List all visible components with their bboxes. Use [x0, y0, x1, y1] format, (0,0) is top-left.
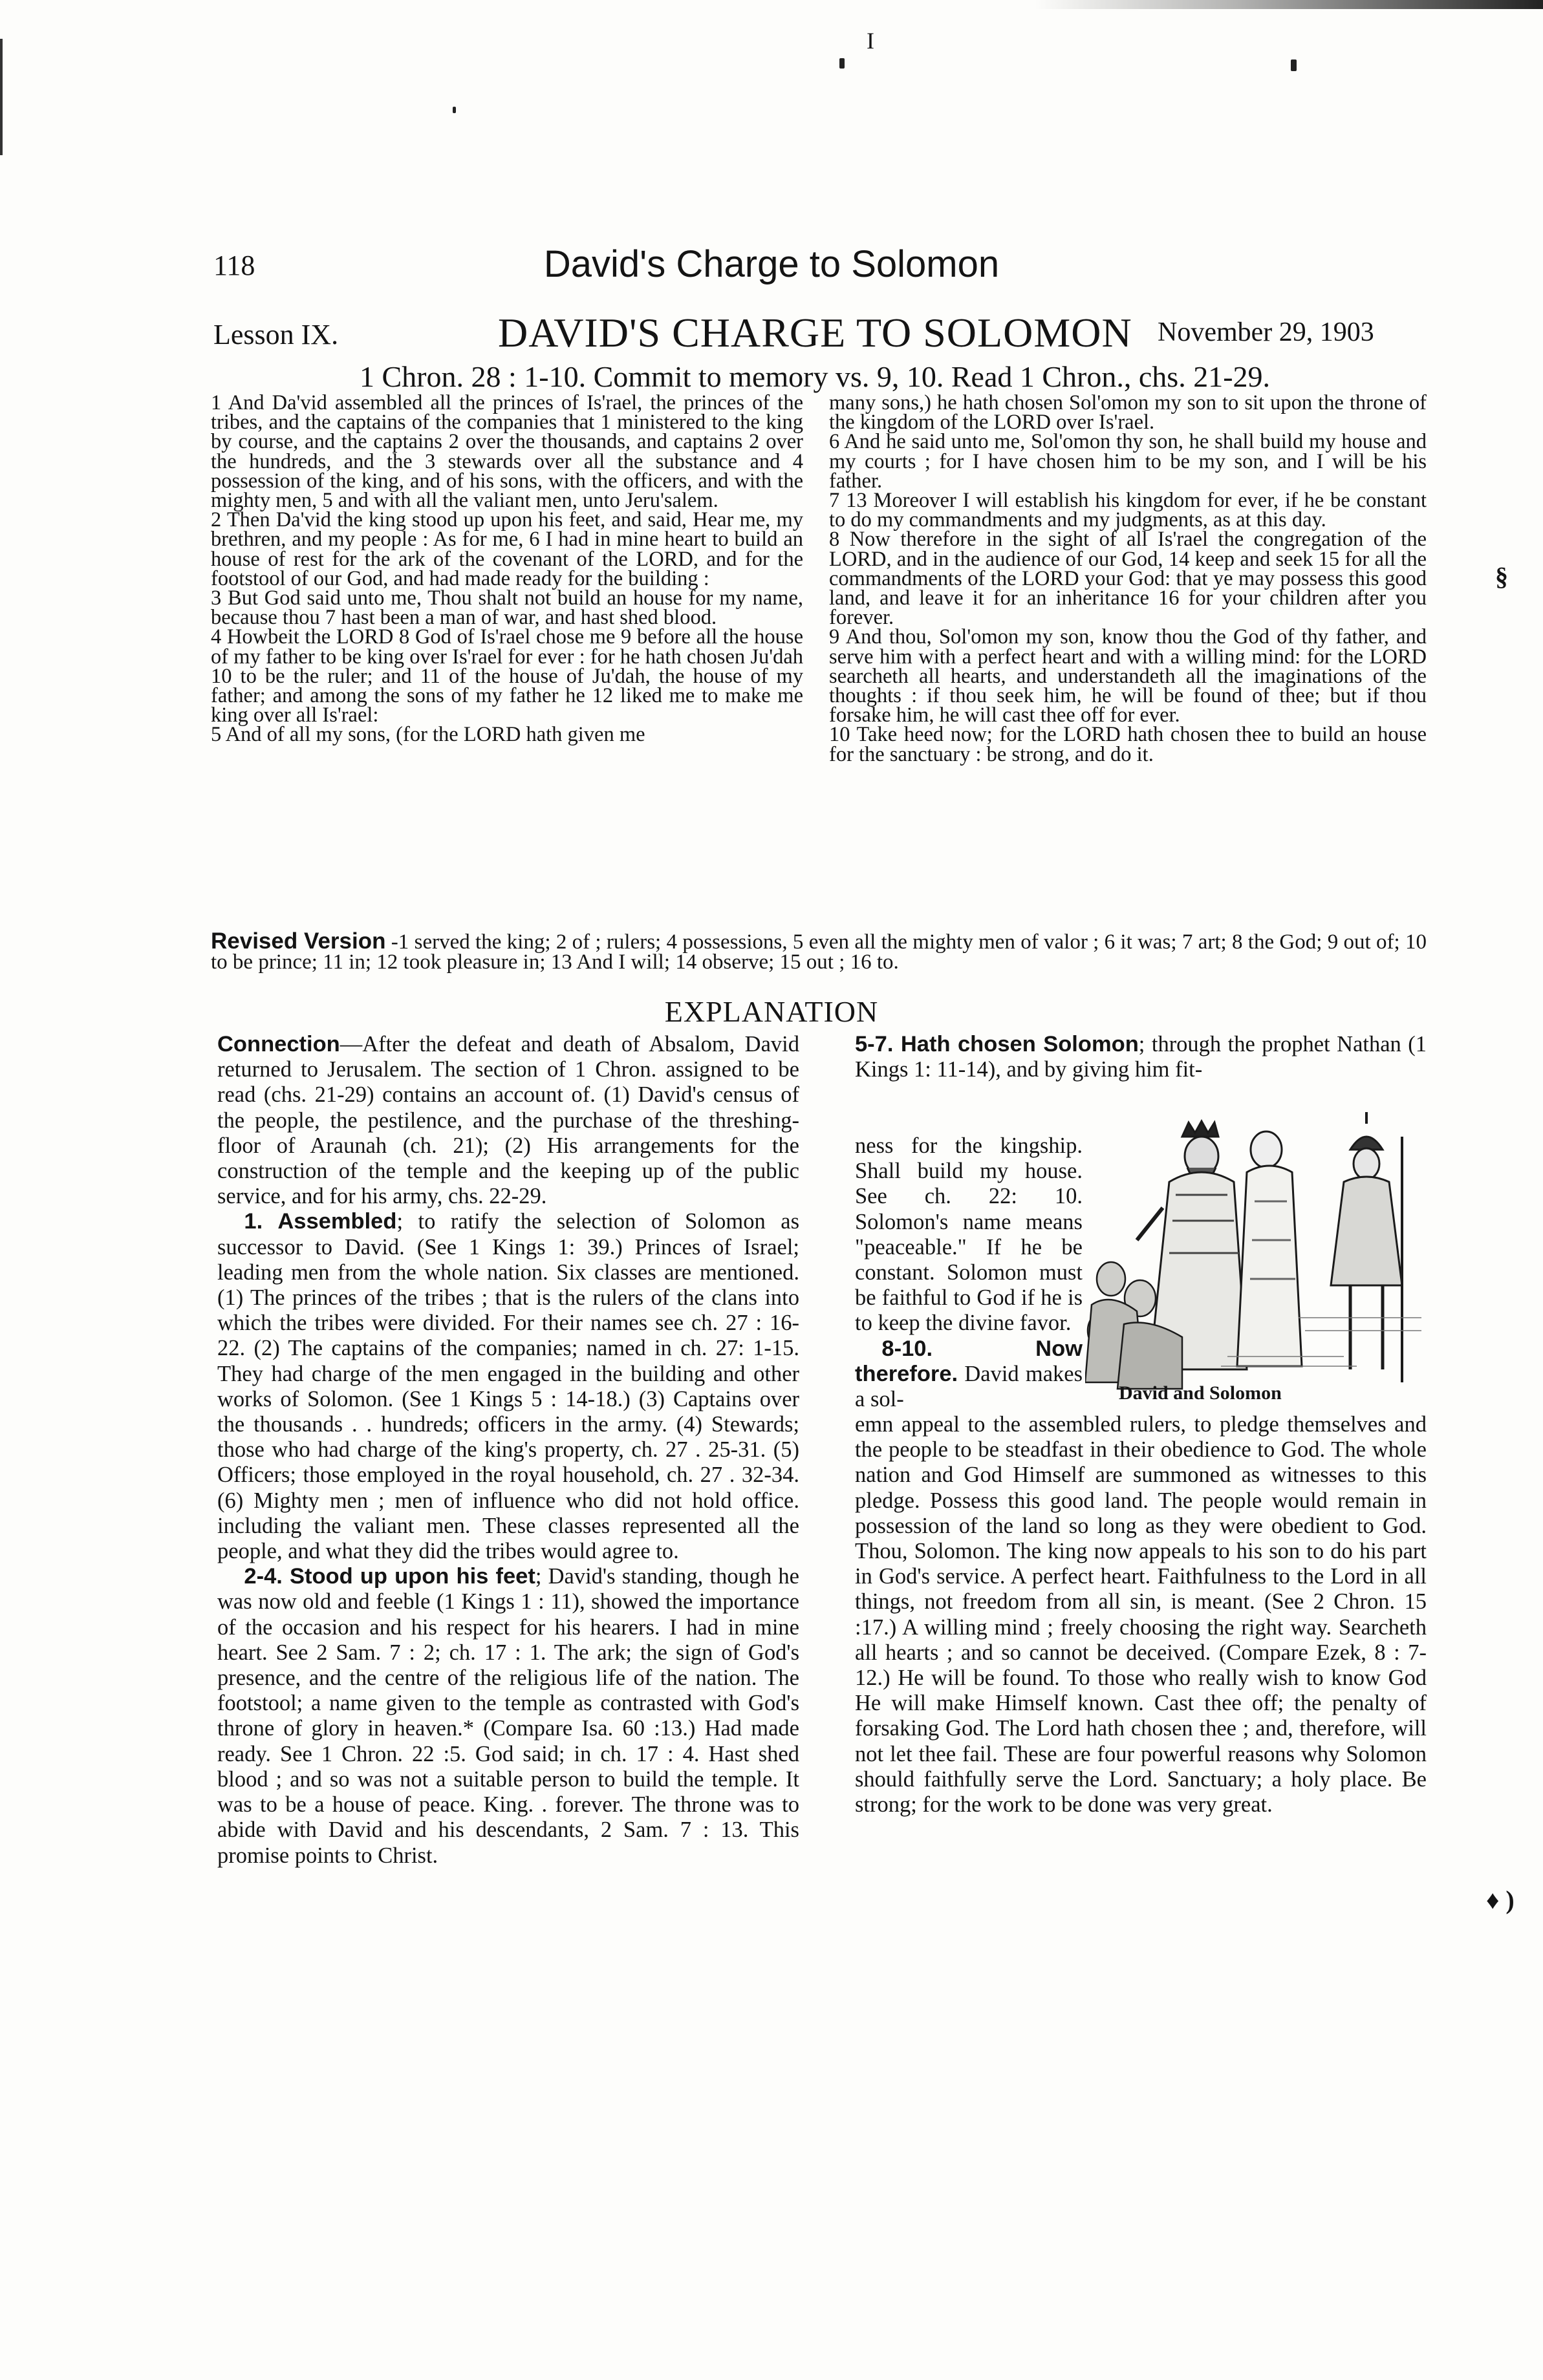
scan-top-border	[1035, 0, 1543, 9]
running-head: David's Charge to Solomon	[543, 243, 1000, 285]
scripture-verse: 6 And he said unto me, Sol'omon thy son, he shall build my house and my courts ; for I have chosen him to be my son, and I will be his father.	[829, 430, 1427, 493]
explanation-paragraph	[217, 1032, 799, 1209]
explanation-column-left	[217, 1032, 799, 1869]
explanation-keyword: 5-7. Hath chosen Solomon	[855, 1032, 1139, 1056]
explanation-keyword: 1. Assembled	[244, 1209, 397, 1234]
scripture-verse: many sons,) he hath chosen Sol'omon my son to sit upon the throne of the kingdom of the LORD over Is'rael.	[829, 391, 1427, 434]
scripture-verse: 10 Take heed now; for the LORD hath chosen thee to build an house for the sanctuary : be strong, and do it.	[829, 723, 1427, 766]
revised-version-label: Revised Version	[211, 928, 386, 954]
scripture-verse: 5 And of all my sons, (for the LORD hath given me	[211, 723, 645, 747]
scripture-verse: 3 But God said unto me, Thou shalt not build an house for my name, because thou 7 hast been a man of war, and hast shed blood.	[211, 586, 803, 630]
explanation-text: David makes a sol-	[855, 1361, 1083, 1412]
lesson-title: DAVID'S CHARGE TO SOLOMON	[498, 310, 1132, 356]
explanation-text: ; to ratify the selection of Solomon as successor to David. (See 1 Kings 1: 39.) Princes of Israel; leading men from the whole nation. Six classes are mentioned. (1) The princes of the tribes ; that is the rulers of the clans into which the tribes were divided. For their names see ch. 27 : 16-22. (2) The captains of the companies; named in ch. 27: 1-15. They had charge of the men engaged in the building and other works of Solomon. (See 1 Kings 5 : 14-18.) (3) Captains over the thousands . . hundreds; officers in the army. (4) Stewards; those who had charge of the king's property, ch. 27 . 25-31. (5) Officers; those employed in the royal household, ch. 27 . 32-34. (6) Mighty men ; men of influence who did not hold office. including the valiant men. These classes represented all the people, and what they did the tribes would agree to.	[217, 1209, 800, 1564]
margin-mark: ♦ )	[1486, 1885, 1515, 1914]
scripture-verse: 7 13 Moreover I will establish his kingdom for ever, if he be constant to do my commandments and my judgments, as at this day.	[829, 489, 1427, 532]
illustration-caption: David and Solomon	[1119, 1382, 1282, 1404]
scripture-column-right	[829, 393, 1427, 764]
explanation-right-narrow	[855, 1133, 1083, 1412]
explanation-paragraph	[217, 1564, 799, 1868]
explanation-text: ; David's standing, though he was now old and feeble (1 Kings 1 : 11), showed the importance of the occasion and his respect for his hearers. I had in mine heart. See 2 Sam. 7 : 2; ch. 17 : 1. The ark; the sign of God's presence, and the centre of the religious life of the nation. The footstool; a name given to the temple as contrasted with God's throne of glory in heaven.* (Compare Isa. 60 :13.) Had made ready. See 1 Chron. 22 :5. God said; in ch. 17 : 4. Hast shed blood ; and so was not a suitable person to build the temple. It was to be a house of peace. King. . forever. The throne was to abide with David and his descendants, 2 Sam. 7 : 13. This promise points to Christ.	[217, 1564, 799, 1868]
explanation-text: ness for the kingship. Shall build my house. See ch. 22: 10. Solomon's name means "peaceable." If he be constant. Solomon must be faithful to God if he is to keep the divine favor.	[855, 1133, 1083, 1336]
explanation-paragraph	[855, 1032, 1427, 1082]
revised-version	[211, 928, 1427, 974]
explanation-keyword: 2-4. Stood up upon his feet	[244, 1564, 535, 1589]
top-mark: I	[867, 28, 874, 54]
scripture-verse: 9 And thou, Sol'omon my son, know thou the God of thy father, and serve him with a perfect heart and with a willing mind: for the LORD searcheth all hearts, and understandeth all the imaginations of the thoughts : if thou seek him, he will be found of thee; but if thou forsake him, he will cast thee off for ever.	[829, 625, 1427, 727]
explanation-right-top	[855, 1032, 1427, 1082]
scan-speck	[453, 107, 456, 113]
lesson-date: November 29, 1903	[1158, 317, 1374, 347]
explanation-text: ; through the prophet Nathan (1 Kings 1: 11-14), and by giving him fit-	[855, 1032, 1427, 1082]
scripture-column-left	[211, 393, 803, 745]
page-number: 118	[213, 250, 255, 281]
explanation-keyword: 8-10. Now therefore.	[855, 1336, 1083, 1386]
explanation-keyword: Connection	[217, 1032, 340, 1056]
explanation-paragraph	[217, 1209, 799, 1564]
scripture-verse: 4 Howbeit the LORD 8 God of Is'rael chose me 9 before all the house of my father to be king over Is'rael for ever : for he hath chosen Ju'dah 10 to be the ruler; and 11 of the house of Ju'dah, the house of my father; and among the sons of my father he 12 liked me to make me king over all Is'rael:	[211, 625, 803, 727]
margin-mark: §	[1495, 562, 1508, 591]
explanation-heading: EXPLANATION	[664, 995, 879, 1028]
lesson-number: Lesson IX.	[213, 319, 339, 350]
scan-speck	[1291, 59, 1297, 71]
explanation-text: —After the defeat and death of Absalom, David returned to Jerusalem. The section of 1 Chron. assigned to be read (chs. 21-29) contains an account of. (1) David's census of the people, the pestilence, and the purchase of the threshing-floor of Araunah (ch. 21); (2) His arrangements for the construction of the temple and the keeping up of the public service, and for his army, chs. 22-29.	[217, 1032, 799, 1209]
illustration-david-and-solomon	[1085, 1111, 1434, 1408]
revised-version-text: -1 served the king; 2 of ; rulers; 4 possessions, 5 even all the mighty men of valor ; 6 it was; 7 art; 8 the God; 9 out of; 10 to be prince; 11 in; 12 took pleasure in; 13 And I will; 14 observe; 15 out ; 16 to.	[211, 930, 1427, 974]
explanation-right-bottom	[855, 1412, 1427, 1817]
scripture-verse: 1 And Da'vid assembled all the princes of Is'rael, the princes of the tribes, and the captains of the companies that 1 ministered to the king by course, and the captains 2 over the thousands, and captains 2 over the hundreds, and the 3 stewards over all the substance and 4 possession of the king, and of his sons, with the officers, and with the mighty men, 5 and with all the valiant men, unto Jeru'salem.	[211, 391, 803, 513]
scan-speck	[839, 58, 845, 69]
scripture-verse: 2 Then Da'vid the king stood up upon his feet, and said, Hear me, my brethren, and my people : As for me, 6 I had in mine heart to build an house of rest for the ark of the covenant of the LORD, and for the footstool of our God, and had made ready for the building :	[211, 508, 803, 590]
scripture-verse: 8 Now therefore in the sight of all Is'rael the congregation of the LORD, and in the audience of our God, 14 keep and seek 15 for all the commandments of the LORD your God: that ye may possess this good land, and leave it for an inheritance 16 for your children after you forever.	[829, 528, 1427, 630]
scan-edge	[0, 39, 3, 155]
explanation-paragraph	[855, 1336, 1083, 1413]
scripture-reference: 1 Chron. 28 : 1-10. Commit to memory vs. 9, 10. Read 1 Chron., chs. 21-29.	[359, 360, 1271, 393]
explanation-text: emn appeal to the assembled rulers, to pledge themselves and the people to be steadfast in their obedience to God. The whole nation and God Himself are summoned as witnesses to this pledge. Possess this good land. The people would remain in possession of the land so long as they were obedient to God. Thou, Solomon. The king now appeals to his son to do his part in God's service. A perfect heart. Faithfulness to the Lord in all things, not freedom from all sin, is meant. (See 2 Chron. 15 :17.) A willing mind ; freely choosing the right way. Searcheth all hearts ; and so cannot be deceived. (Compare Ezek, 8 : 7-12.) He will be found. To those who really wish to know God He will make Himself known. Cast thee off; the penalty of forsaking God. The Lord hath chosen thee ; and, therefore, will not let thee fail. These are four powerful reasons why Solomon should faithfully serve the Lord. Sanctuary; a holy place. Be strong; for the work to be done was very great.	[855, 1412, 1427, 1817]
